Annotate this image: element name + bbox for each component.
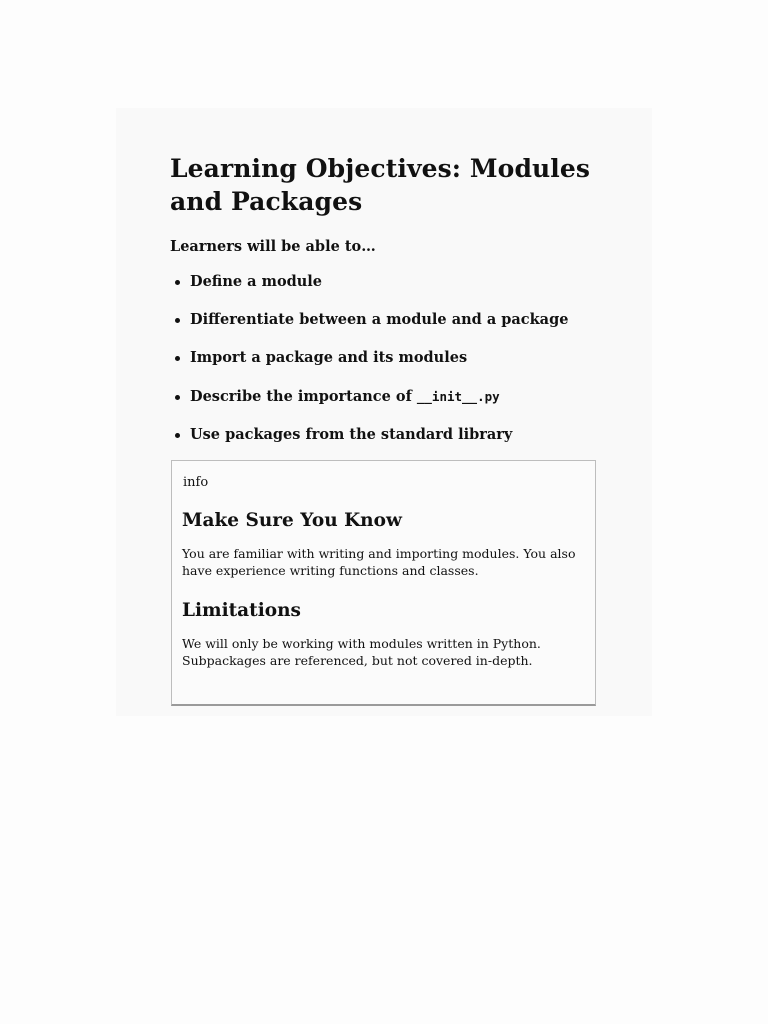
list-item [170, 386, 598, 424]
info-label: info [183, 475, 209, 490]
section-heading: Make Sure You Know [182, 510, 402, 531]
inline-code: __init__.py [416, 388, 500, 404]
objectives-list [170, 271, 598, 462]
bullet-icon [175, 280, 180, 285]
content-card [116, 108, 652, 716]
list-item [170, 309, 598, 347]
bullet-icon [175, 356, 180, 361]
section-text: You are familiar with writing and importing modules. You also have experience writing functions and classes. [182, 546, 576, 578]
objective-text: Define a module [190, 273, 323, 290]
page-title: Learning Objectives: Modules and Packages [170, 154, 591, 216]
intro-text: Learners will be able to… [170, 238, 376, 255]
section-heading: Limitations [182, 600, 301, 621]
objective-text: Describe the importance of [190, 387, 417, 405]
objective-text: Import a package and its modules [190, 349, 468, 367]
section-text: We will only be working with modules written in Python. Subpackages are referenced, but not covered in-depth. [182, 636, 541, 668]
bullet-icon [175, 395, 180, 400]
bullet-icon [175, 318, 180, 323]
objective-text: Use packages from the standard library [190, 425, 513, 443]
objective-text: Differentiate between a module and a package [190, 311, 569, 329]
list-item [170, 271, 598, 309]
list-item [170, 424, 598, 462]
info-box [171, 460, 596, 706]
list-item [170, 347, 598, 385]
bullet-icon [175, 433, 180, 438]
